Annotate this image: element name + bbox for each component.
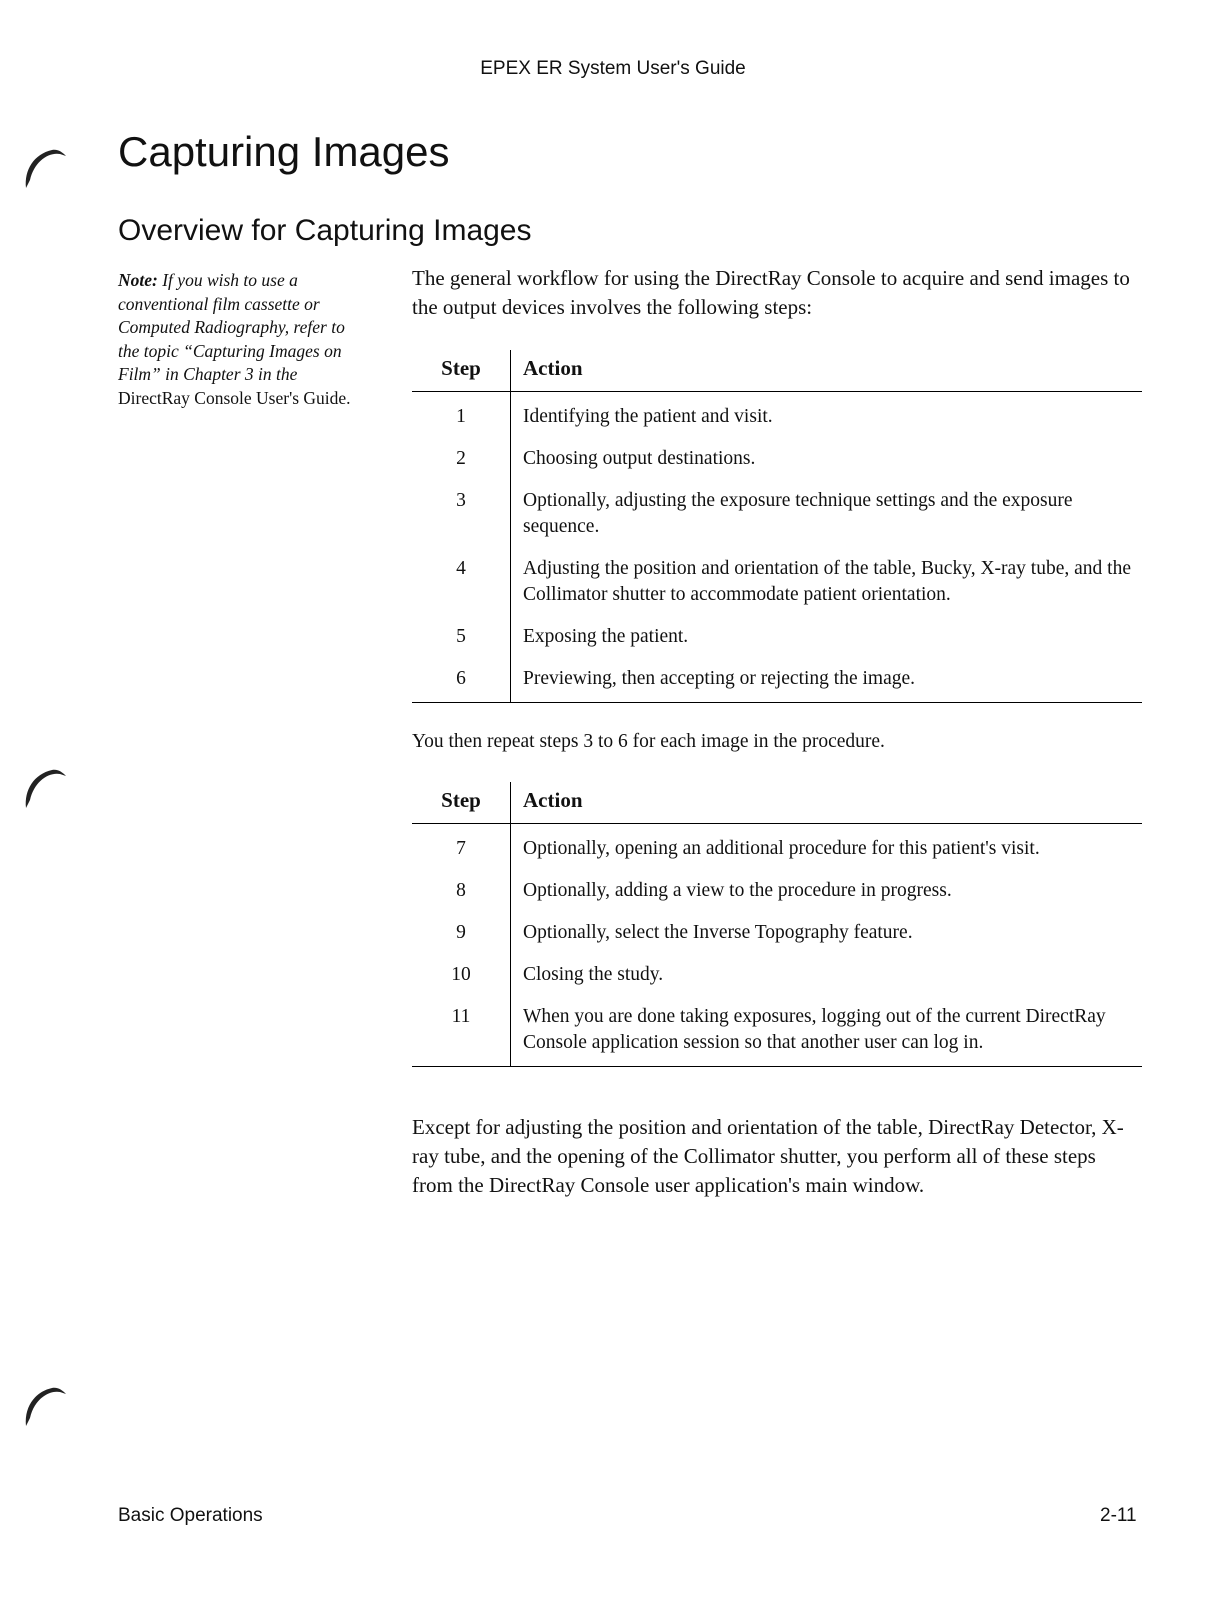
table-row (412, 912, 1142, 954)
table-row (412, 824, 1142, 871)
intro-paragraph: The general workflow for using the DirectRay Console to acquire and send images to the output devices involves the following steps: (412, 266, 1130, 319)
table-row (412, 392, 1142, 439)
step-column-header: Step (412, 350, 511, 392)
chapter-title: Capturing Images (118, 128, 450, 175)
step-number: 1 (412, 392, 511, 439)
table-row (412, 996, 1142, 1067)
step-number: 2 (412, 438, 511, 480)
table-row (412, 658, 1142, 703)
action-column-header: Action (511, 782, 1143, 824)
table-row (412, 548, 1142, 616)
binder-hole-mark-icon (20, 140, 70, 192)
note-reference: DirectRay Console User's Guide. (118, 387, 351, 408)
section-title: Overview for Capturing Images (118, 214, 532, 247)
step-action: Choosing output destinations. (523, 448, 756, 469)
page-number: 2-11 (1100, 1505, 1137, 1526)
margin-note (118, 269, 366, 410)
step-action: Exposing the patient. (523, 626, 689, 647)
table-row (412, 616, 1142, 658)
running-header: EPEX ER System User's Guide (480, 58, 746, 79)
step-number: 7 (412, 824, 511, 871)
step-number: 4 (412, 548, 511, 616)
step-action: Closing the study. (523, 964, 664, 985)
step-number: 9 (412, 912, 511, 954)
step-action: When you are done taking exposures, logging out of the current DirectRay Console application session so that another user can log in. (511, 996, 1143, 1067)
table-row (412, 480, 1142, 548)
action-column-header: Action (511, 350, 1143, 392)
step-number: 8 (412, 870, 511, 912)
step-number: 6 (412, 658, 511, 703)
repeat-steps-text: You then repeat steps 3 to 6 for each image in the procedure. (412, 731, 885, 752)
closing-paragraph: Except for adjusting the position and orientation of the table, DirectRay Detector, X-ray tube, and the opening of the Collimator shutter, you perform all of these steps from the DirectRay Console user application's main window. (412, 1115, 1124, 1197)
step-action: Optionally, adding a view to the procedure in progress. (523, 880, 952, 901)
table-row (412, 954, 1142, 996)
step-action: Optionally, adjusting the exposure technique settings and the exposure sequence. (523, 490, 1073, 537)
binder-hole-mark-icon (20, 1378, 70, 1430)
table-row (412, 438, 1142, 480)
additional-steps-table (412, 782, 1142, 1067)
step-action: Adjusting the position and orientation of the table, Bucky, X-ray tube, and the Collimator shutter to accommodate patient orientation. (523, 558, 1131, 605)
step-action: Optionally, select the Inverse Topography feature. (523, 922, 913, 943)
step-number: 5 (412, 616, 511, 658)
note-label: Note: (118, 270, 158, 290)
step-number: 3 (412, 480, 511, 548)
step-action: Identifying the patient and visit. (523, 406, 773, 427)
step-number: 11 (412, 996, 511, 1067)
step-action: Optionally, opening an additional procedure for this patient's visit. (523, 838, 1040, 859)
step-column-header: Step (412, 782, 511, 824)
note-text: If you wish to use a conventional film cassette or Computed Radiography, refer to the topic “Capturing Images on Film” in Chapter 3 in the (118, 270, 345, 384)
table-row (412, 870, 1142, 912)
workflow-steps-table (412, 350, 1142, 703)
footer-section-name: Basic Operations (118, 1505, 263, 1526)
step-action: Previewing, then accepting or rejecting the image. (511, 658, 1143, 703)
binder-hole-mark-icon (20, 760, 70, 812)
step-number: 10 (412, 954, 511, 996)
